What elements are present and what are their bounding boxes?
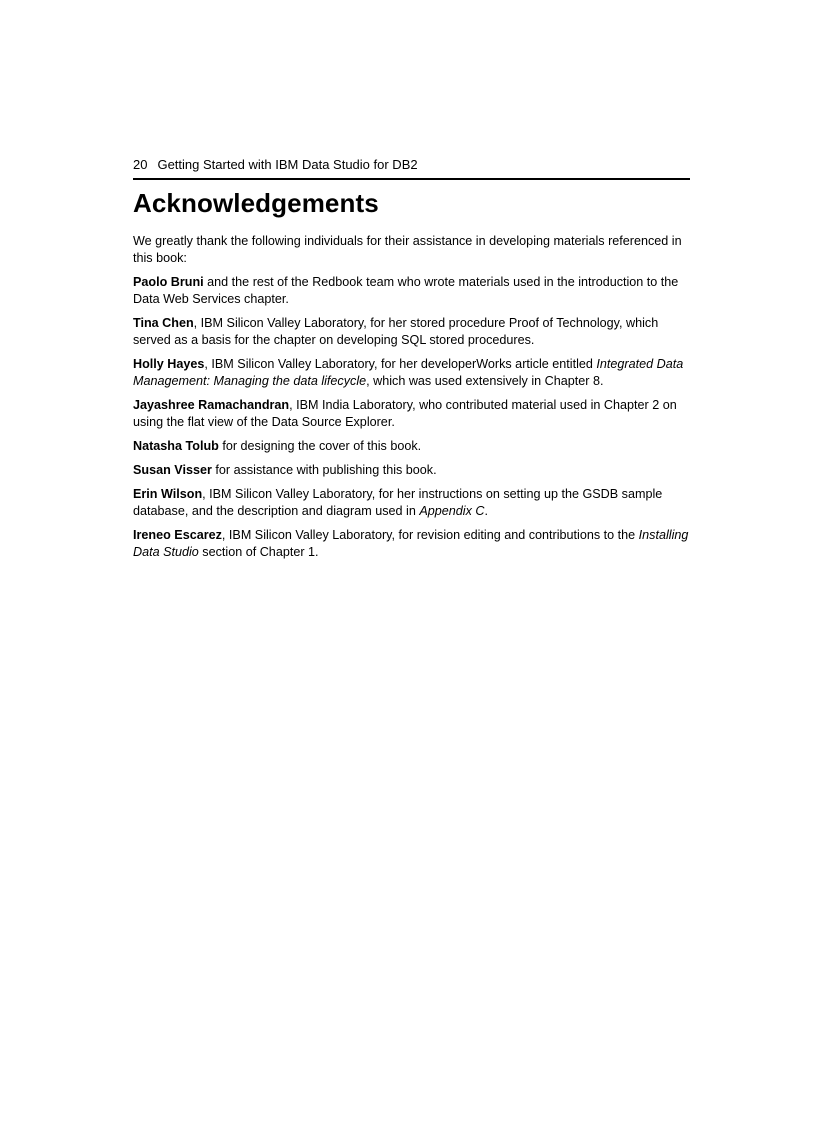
acknowledgement-text: for assistance with publishing this book. (211, 463, 437, 477)
acknowledgement-text: , IBM Silicon Valley Laboratory, for her instructions on setting up the GSDB sample database, and the description and diagram used in (133, 487, 663, 518)
acknowledgement-natasha-tolub (133, 438, 693, 455)
person-name: Tina Chen (133, 316, 194, 330)
acknowledgements-body (133, 233, 693, 568)
acknowledgement-text: and the rest of the Redbook team who wrote materials used in the introduction to the Data Web Services chapter. (133, 275, 679, 306)
section-reference: Installing Data Studio (133, 528, 689, 559)
acknowledgement-text: , IBM Silicon Valley Laboratory, for revision editing and contributions to the (221, 528, 639, 542)
person-name: Ireneo Escarez (133, 528, 222, 542)
acknowledgement-holly-hayes (133, 356, 693, 390)
intro-paragraph: We greatly thank the following individuals for their assistance in developing materials referenced in this book: (133, 234, 682, 265)
person-name: Paolo Bruni (133, 275, 204, 289)
acknowledgement-erin-wilson (133, 486, 693, 520)
running-title: Getting Started with IBM Data Studio for DB2 (157, 157, 418, 172)
header-rule (133, 178, 690, 180)
person-name: Erin Wilson (133, 487, 203, 501)
running-header (133, 157, 689, 173)
acknowledgement-tina-chen (133, 315, 693, 349)
acknowledgement-text: , IBM Silicon Valley Laboratory, for her developerWorks article entitled (204, 357, 597, 371)
acknowledgement-text: , IBM Silicon Valley Laboratory, for her stored procedure Proof of Technology, which served as a basis for the chapter on developing SQL stored procedures. (133, 316, 659, 347)
acknowledgement-ireneo-escarez (133, 527, 693, 561)
acknowledgement-text: for designing the cover of this book. (218, 439, 422, 453)
acknowledgement-text-after: , which was used extensively in Chapter 8. (366, 374, 604, 388)
acknowledgement-susan-visser (133, 462, 693, 479)
appendix-reference: Appendix C (419, 504, 485, 518)
acknowledgement-paolo-bruni (133, 274, 693, 308)
person-name: Holly Hayes (133, 357, 205, 371)
person-name: Jayashree Ramachandran (133, 398, 290, 412)
person-name: Natasha Tolub (133, 439, 219, 453)
acknowledgement-text-after: . (484, 504, 488, 518)
page-number: 20 (133, 157, 148, 172)
acknowledgement-jayashree-ramachandran (133, 397, 693, 431)
page-title: Acknowledgements (133, 188, 379, 218)
acknowledgement-text-after: section of Chapter 1. (198, 545, 319, 559)
article-title: Integrated Data Management: Managing the data lifecycle (133, 357, 684, 388)
acknowledgement-text: , IBM India Laboratory, who contributed material used in Chapter 2 on using the flat view of the Data Source Explorer. (133, 398, 677, 429)
person-name: Susan Visser (133, 463, 212, 477)
